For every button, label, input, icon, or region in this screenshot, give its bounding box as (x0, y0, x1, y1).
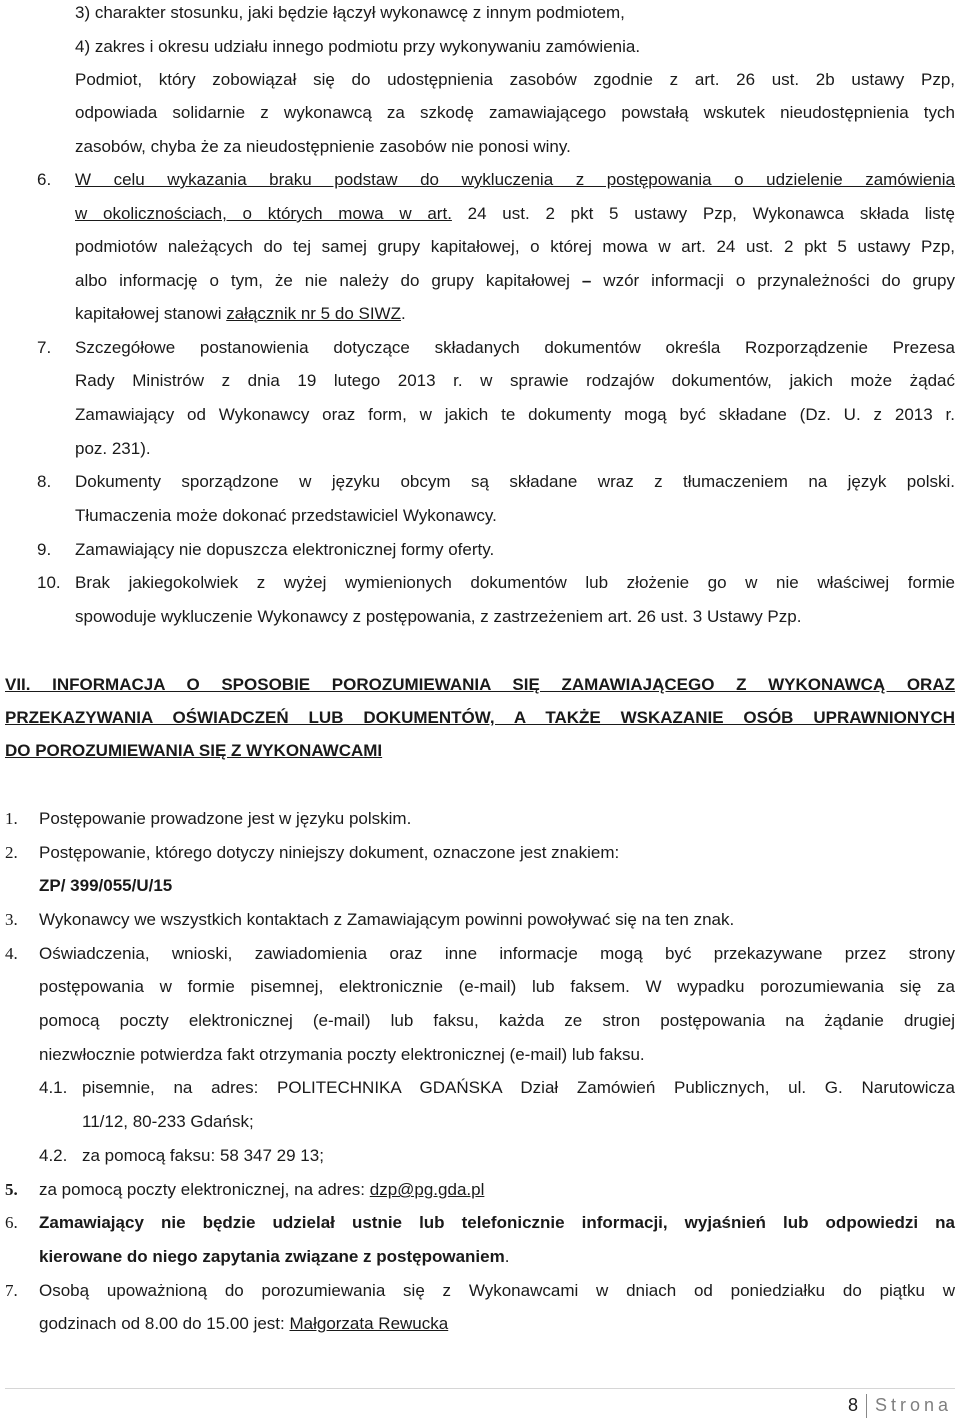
item-number: 7. (5, 1281, 18, 1300)
paragraph-line (75, 203, 955, 225)
item-number: 8. (37, 472, 52, 491)
paragraph-line: Osobą upoważnioną do porozumiewania się z Wykonawcami w dniach od poniedziałku do piątku w (39, 1281, 955, 1300)
item-number: 2. (5, 843, 18, 862)
item-number: 7. (37, 338, 52, 357)
footer-divider (5, 1388, 955, 1389)
contact-person: Małgorzata Rewucka (289, 1314, 449, 1333)
paragraph-line: pomocą poczty elektronicznej (e-mail) lub faksu, każda ze stron postępowania na żądanie drugiej (39, 1011, 955, 1030)
item-number: 5. (5, 1180, 18, 1199)
item-number: 4. (5, 944, 18, 963)
paragraph-line (75, 270, 955, 292)
item-number: 9. (37, 540, 52, 559)
paragraph-line: Rady Ministrów z dnia 19 lutego 2013 r. w sprawie rodzajów dokumentów, jakich może żądać (75, 371, 955, 390)
paragraph-line: postępowania w formie pisemnej, elektronicznie (e-mail) lub faksem. W wypadku porozumiewania się za (39, 977, 955, 996)
text-span: . (400, 304, 406, 323)
text-span: albo informację o tym, że nie należy do grupy kapitałowej (75, 271, 582, 290)
paragraph-line: Zamawiający nie będzie udzielał ustnie lub telefonicznie informacji, wyjaśnień lub odpowiedzi na (39, 1213, 955, 1232)
underlined-text: w okolicznościach, o których mowa w art. (75, 204, 452, 223)
paragraph-line: zasobów, chyba że za nieudostępnienie zasobów nie ponosi winy. (75, 137, 571, 156)
paragraph-line: Dokumenty sporządzone w języku obcym są składane wraz z tłumaczeniem na język polski. (75, 472, 955, 491)
paragraph-line: Zamawiający od Wykonawcy oraz form, w jakich te dokumenty mogą być składane (Dz. U. z 2013 r. (75, 405, 955, 424)
paragraph-line: pisemnie, na adres: POLITECHNIKA GDAŃSKA Dział Zamówień Publicznych, ul. G. Narutowicza (82, 1078, 955, 1097)
paragraph-line (75, 303, 406, 325)
list-item-3: 3) charakter stosunku, jaki będzie łączył wykonawcę z innym podmiotem, (75, 3, 625, 22)
paragraph-line: Postępowanie, którego dotyczy niniejszy dokument, oznaczone jest znakiem: (39, 843, 620, 862)
paragraph-line: niezwłocznie potwierdza fakt otrzymania poczty elektronicznej (e-mail) lub faksu. (39, 1045, 645, 1064)
paragraph-line: Tłumaczenia może dokonać przedstawiciel Wykonawcy. (75, 506, 497, 525)
item-number: 6. (5, 1213, 18, 1232)
item-number: 6. (37, 170, 52, 189)
paragraph-line: spowoduje wykluczenie Wykonawcy z postępowania, z zastrzeżeniem art. 26 ust. 3 Ustawy Pzp. (75, 607, 802, 626)
text-span: 24 ust. 2 pkt 5 ustawy Pzp, Wykonawca składa listę (451, 204, 955, 223)
paragraph-line: Zamawiający nie dopuszcza elektronicznej formy oferty. (75, 540, 495, 559)
subitem-number: 4.2. (39, 1146, 68, 1165)
page-footer (848, 1391, 952, 1419)
paragraph-line (39, 1246, 509, 1268)
paragraph-line (39, 1179, 484, 1201)
attachment-reference: załącznik nr 5 do SIWZ (226, 304, 401, 323)
item-number: 3. (5, 910, 18, 929)
text-span: wzór informacji o przynależności do grupy (591, 271, 955, 290)
paragraph-line: za pomocą faksu: 58 347 29 13; (82, 1146, 324, 1165)
item-number: 1. (5, 809, 18, 828)
text-span: kapitałowej stanowi (75, 304, 227, 323)
subitem-number: 4.1. (39, 1078, 68, 1097)
paragraph-line: W celu wykazania braku podstaw do wykluczenia z postępowania o udzielenie zamówienia (75, 170, 955, 189)
paragraph-line: Brak jakiegokolwiek z wyżej wymienionych dokumentów lub złożenie go w nie właściwej formie (75, 573, 955, 592)
case-reference: ZP/ 399/055/U/15 (39, 876, 173, 895)
paragraph-line: Szczegółowe postanowienia dotyczące składanych dokumentów określa Rozporządzenie Prezesa (75, 338, 955, 357)
email-link[interactable]: dzp@pg.gda.pl (369, 1180, 485, 1199)
paragraph-line: Podmiot, który zobowiązał się do udostępnienia zasobów zgodnie z art. 26 ust. 2b ustawy Pzp, (75, 70, 955, 89)
dash: – (581, 271, 592, 290)
text-span: . (504, 1247, 510, 1266)
page-number: 8 (847, 1395, 858, 1415)
item-number: 10. (37, 573, 61, 592)
list-item-4: 4) zakres i okresu udziału innego podmiotu przy wykonywaniu zamówienia. (75, 37, 641, 56)
paragraph-line: odpowiada solidarnie z wykonawcą za szkodę zamawiającego powstałą wskutek nieudostępnienia tych (75, 103, 955, 122)
footer-separator (866, 1394, 867, 1418)
page-label: Strona (874, 1395, 952, 1415)
section-heading: DO POROZUMIEWANIA SIĘ Z WYKONAWCAMI (5, 741, 383, 760)
paragraph-line: 11/12, 80-233 Gdańsk; (82, 1112, 254, 1131)
paragraph-line: poz. 231). (75, 439, 151, 458)
section-heading: PRZEKAZYWANIA OŚWIADCZEŃ LUB DOKUMENTÓW, A TAKŻE WSKAZANIE OSÓB UPRAWNIONYCH (5, 708, 955, 727)
paragraph-line: Oświadczenia, wnioski, zawiadomienia oraz inne informacje mogą być przekazywane przez strony (39, 944, 955, 963)
paragraph-line (39, 1313, 448, 1335)
text-span: godzinach od 8.00 do 15.00 jest: (39, 1314, 290, 1333)
paragraph-line: Wykonawcy we wszystkich kontaktach z Zamawiającym powinni powoływać się na ten znak. (39, 910, 735, 929)
text-span: kierowane do niego zapytania związane z postępowaniem (39, 1247, 505, 1266)
text-span: za pomocą poczty elektronicznej, na adres: (39, 1180, 370, 1199)
section-heading: VII. INFORMACJA O SPOSOBIE POROZUMIEWANIA SIĘ ZAMAWIAJĄCEGO Z WYKONAWCĄ ORAZ (5, 675, 955, 694)
paragraph-line: podmiotów należących do tej samej grupy kapitałowej, o której mowa w art. 24 ust. 2 pkt 5 ustawy Pzp, (75, 237, 955, 256)
paragraph-line: Postępowanie prowadzone jest w języku polskim. (39, 809, 412, 828)
